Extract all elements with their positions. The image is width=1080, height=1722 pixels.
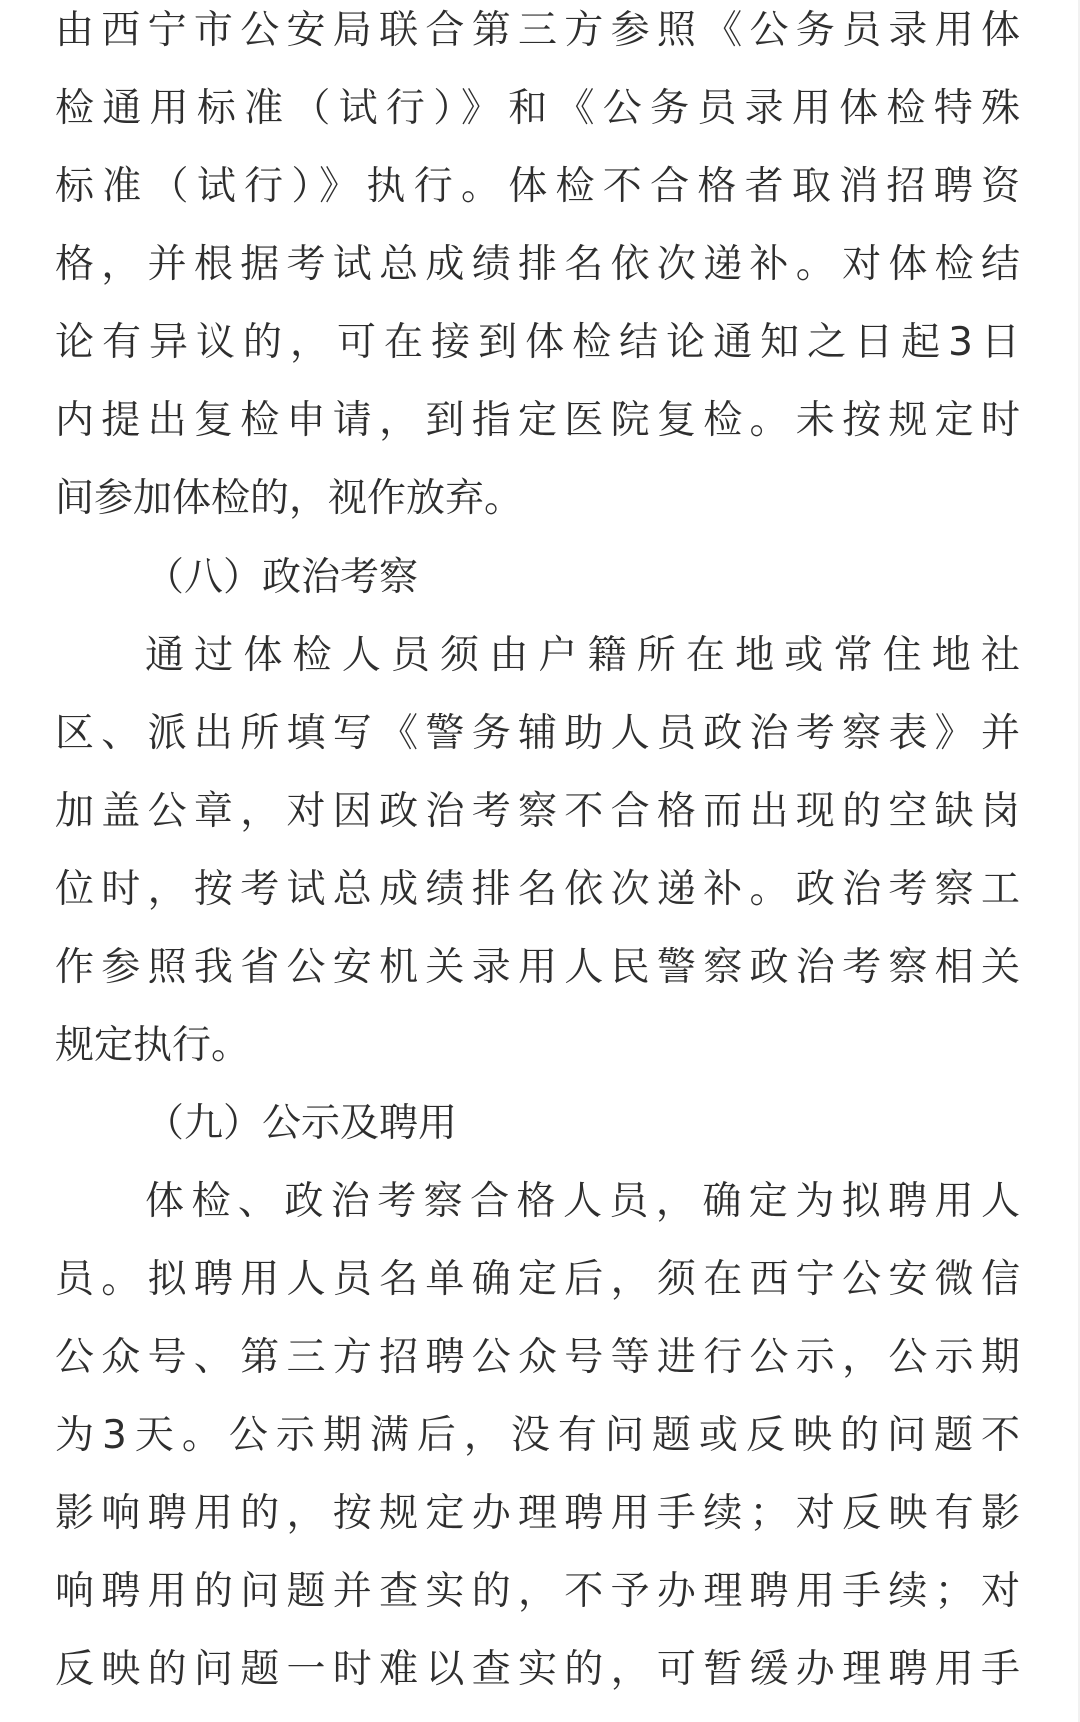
- text-line: 检通用标准（试行）》和《公务员录用体检特殊: [55, 86, 1020, 131]
- text-line: 论有异议的，可在接到体检结论通知之日起3日: [55, 320, 1020, 365]
- text-line: 作参照我省公安机关录用人民警察政治考察相关: [55, 945, 1020, 990]
- text-line: 为3天。公示期满后，没有问题或反映的问题不: [55, 1413, 1020, 1458]
- text-line: 公众号、第三方招聘公众号等进行公示，公示期: [55, 1335, 1020, 1380]
- text-line: 间参加体检的，视作放弃。: [55, 476, 524, 521]
- text-line: 通过体检人员须由户籍所在地或常住地社: [145, 633, 1020, 678]
- text-line: 体检、政治考察合格人员，确定为拟聘用人: [145, 1179, 1020, 1224]
- text-line: 区、派出所填写《警务辅助人员政治考察表》并: [55, 711, 1020, 756]
- text-line: 响聘用的问题并查实的，不予办理聘用手续；对: [55, 1569, 1020, 1614]
- text-line: 反映的问题一时难以查实的，可暂缓办理聘用手: [55, 1647, 1020, 1692]
- text-line: 格，并根据考试总成绩排名依次递补。对体检结: [55, 242, 1020, 287]
- text-line: 规定执行。: [55, 1023, 251, 1068]
- text-line: 内提出复检申请，到指定医院复检。未按规定时: [55, 398, 1020, 443]
- section-heading-political-review: （八）政治考察: [145, 555, 419, 600]
- text-line: 标准（试行）》执行。体检不合格者取消招聘资: [55, 164, 1020, 209]
- text-line: 加盖公章，对因政治考察不合格而出现的空缺岗: [55, 789, 1020, 834]
- text-line: 位时，按考试总成绩排名依次递补。政治考察工: [55, 867, 1020, 912]
- text-line: 员。拟聘用人员名单确定后，须在西宁公安微信: [55, 1257, 1020, 1302]
- section-heading-publicity-and-hiring: （九）公示及聘用: [145, 1101, 458, 1146]
- text-line: 影响聘用的，按规定办理聘用手续；对反映有影: [55, 1491, 1020, 1536]
- text-line: 由西宁市公安局联合第三方参照《公务员录用体: [55, 8, 1020, 53]
